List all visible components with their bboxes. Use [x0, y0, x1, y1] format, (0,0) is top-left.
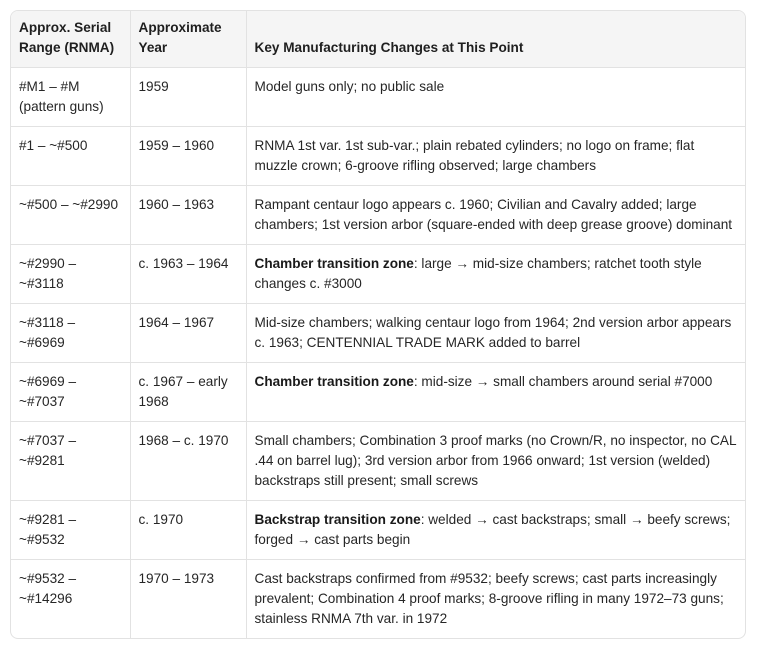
cell-changes — [246, 560, 745, 639]
cell-changes-text: RNMA 1st var. 1st sub-var.; plain rebated cylinders; no logo on frame; flat muzzle crown; 6-groove rifling observed; large chambers — [254, 138, 695, 173]
cell-serial: ~#2990 – ~#3118 — [11, 245, 130, 304]
cell-year: c. 1963 – 1964 — [130, 245, 246, 304]
table-row — [11, 422, 745, 501]
cell-serial: ~#9532 – ~#14296 — [11, 560, 130, 639]
cell-year: c. 1967 – early 1968 — [130, 363, 246, 422]
table-row — [11, 363, 745, 422]
header-manufacturing-changes: Key Manufacturing Changes at This Point — [246, 11, 745, 68]
cell-changes — [246, 422, 745, 501]
table-row — [11, 186, 745, 245]
cell-year: 1960 – 1963 — [130, 186, 246, 245]
cell-changes-text: : welded → cast backstraps; small → beefy screws; forged → cast parts begin — [254, 512, 731, 547]
cell-changes-text: Mid-size chambers; walking centaur logo from 1964; 2nd version arbor appears c. 1963; CENTENNIAL TRADE MARK added to barrel — [254, 315, 732, 350]
serial-range-table-container — [10, 10, 746, 639]
cell-year: 1959 — [130, 68, 246, 127]
cell-changes-text: : large → mid-size chambers; ratchet tooth style changes c. #3000 — [254, 256, 702, 291]
cell-changes-bold: Chamber transition zone — [254, 256, 414, 271]
table-header — [11, 11, 745, 68]
serial-range-table — [11, 11, 745, 638]
table-row — [11, 501, 745, 560]
header-row — [11, 11, 745, 68]
cell-year: 1964 – 1967 — [130, 304, 246, 363]
table-row — [11, 245, 745, 304]
cell-changes — [246, 304, 745, 363]
cell-changes — [246, 127, 745, 186]
cell-changes-bold: Chamber transition zone — [254, 374, 414, 389]
cell-changes-text: Cast backstraps confirmed from #9532; beefy screws; cast parts increasingly prevalent; Combination 4 proof marks; 8-groove rifling in many 1972–73 guns; stainless RNMA 7th var. in 1972 — [254, 571, 724, 626]
cell-changes — [246, 68, 745, 127]
header-approximate-year: Approximate Year — [130, 11, 246, 68]
cell-serial: ~#6969 – ~#7037 — [11, 363, 130, 422]
table-row — [11, 304, 745, 363]
cell-year: c. 1970 — [130, 501, 246, 560]
cell-changes — [246, 501, 745, 560]
cell-changes-bold: Backstrap transition zone — [254, 512, 421, 527]
table-row — [11, 560, 745, 639]
cell-changes — [246, 186, 745, 245]
cell-year: 1968 – c. 1970 — [130, 422, 246, 501]
table-row — [11, 68, 745, 127]
cell-serial: ~#500 – ~#2990 — [11, 186, 130, 245]
cell-serial: #1 – ~#500 — [11, 127, 130, 186]
cell-changes — [246, 245, 745, 304]
cell-serial: ~#3118 – ~#6969 — [11, 304, 130, 363]
cell-year: 1970 – 1973 — [130, 560, 246, 639]
table-body — [11, 68, 745, 639]
header-serial-range: Approx. Serial Range (RNMA) — [11, 11, 130, 68]
cell-serial: ~#7037 – ~#9281 — [11, 422, 130, 501]
cell-changes-text: Model guns only; no public sale — [254, 79, 445, 94]
cell-serial: ~#9281 – ~#9532 — [11, 501, 130, 560]
cell-changes — [246, 363, 745, 422]
table-row — [11, 127, 745, 186]
cell-year: 1959 – 1960 — [130, 127, 246, 186]
cell-changes-text: Small chambers; Combination 3 proof marks (no Crown/R, no inspector, no CAL .44 on barrel lug); 3rd version arbor from 1966 onward; 1st version (welded) backstraps still present; small screws — [254, 433, 737, 488]
cell-changes-text: : mid-size → small chambers around serial #7000 — [413, 374, 713, 389]
cell-serial: #M1 – #M (pattern guns) — [11, 68, 130, 127]
cell-changes-text: Rampant centaur logo appears c. 1960; Civilian and Cavalry added; large chambers; 1st version arbor (square-ended with deep grease groove) dominant — [254, 197, 733, 232]
